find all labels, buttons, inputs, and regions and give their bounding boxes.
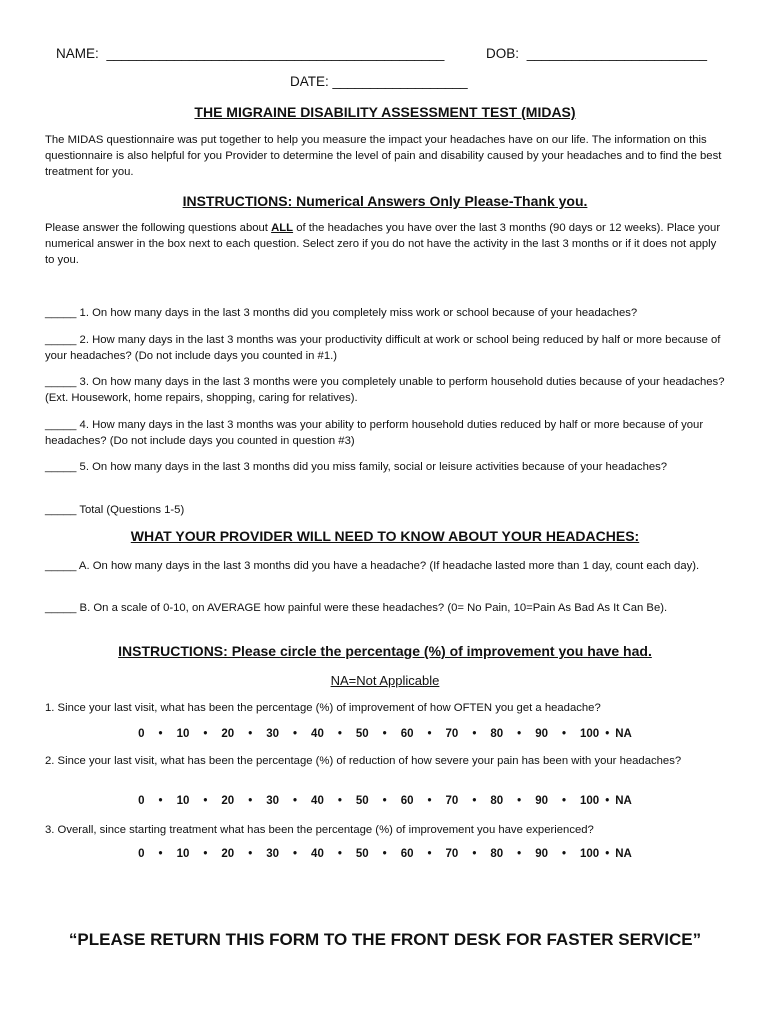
scale-separator: • <box>382 795 387 807</box>
scale-option-10[interactable]: 10 <box>176 728 190 740</box>
instructions-circle-heading: INSTRUCTIONS: Please circle the percentage (%) of improvement you have had. <box>118 643 652 659</box>
scale-option-70[interactable]: 70 <box>445 848 459 860</box>
date-row <box>290 74 468 89</box>
scale-option-100[interactable]: 100 <box>580 728 600 740</box>
scale-separator: • <box>158 728 163 740</box>
scale-option-40[interactable]: 40 <box>311 795 324 807</box>
scale-option-30[interactable]: 30 <box>266 728 280 740</box>
scale-option-na[interactable]: NA <box>615 795 632 807</box>
instructions-text-emphasis: ALL <box>271 222 294 234</box>
scale-option-0[interactable]: 0 <box>138 795 145 807</box>
scale-option-20[interactable]: 20 <box>221 728 235 740</box>
scale-option-50[interactable]: 50 <box>355 728 369 740</box>
scale-separator: • <box>561 728 567 740</box>
scale-separator: • <box>427 795 432 807</box>
improvement-scale-3 <box>0 848 770 860</box>
scale-separator: • <box>605 848 610 860</box>
return-form-notice: “PLEASE RETURN THIS FORM TO THE FRONT DESK FOR FASTER SERVICE” <box>68 930 702 949</box>
instructions-text-before: Please answer the following questions about <box>45 222 272 234</box>
scale-option-30[interactable]: 30 <box>266 848 280 860</box>
scale-option-100[interactable]: 100 <box>580 848 600 860</box>
scale-option-100[interactable]: 100 <box>580 795 600 807</box>
scale-separator: • <box>427 728 432 740</box>
provider-question-b[interactable]: _____ B. On a scale of 0-10, on AVERAGE how painful were these headaches? (0= No Pain, 10=Pain As Bad As It Can Be). <box>45 602 668 614</box>
scale-option-20[interactable]: 20 <box>221 848 235 860</box>
scale-separator: • <box>248 848 253 860</box>
scale-separator: • <box>203 728 208 740</box>
date-blank[interactable]: __________________ <box>332 74 468 89</box>
scale-separator: • <box>293 795 298 807</box>
scale-separator: • <box>605 728 610 740</box>
scale-option-20[interactable]: 20 <box>221 795 235 807</box>
intro-paragraph: The MIDAS questionnaire was put together to help you measure the impact your headaches have on our life. The information on this questionnaire is also helpful for you Provider to determine the level of pain and disability caused by your headaches and to find the best treatment for you. <box>45 134 722 178</box>
scale-separator: • <box>472 728 477 740</box>
scale-option-90[interactable]: 90 <box>535 848 548 860</box>
scale-separator: • <box>203 848 208 860</box>
scale-option-60[interactable]: 60 <box>400 728 414 740</box>
instructions-numerical-heading: INSTRUCTIONS: Numerical Answers Only Please-Thank you. <box>182 193 588 209</box>
improvement-scale-2 <box>0 795 770 807</box>
question-5[interactable]: _____ 5. On how many days in the last 3 months did you miss family, social or leisure activities because of your headaches? <box>45 461 668 473</box>
scale-separator: • <box>293 728 298 740</box>
improvement-question-3: 3. Overall, since starting treatment what has been the percentage (%) of improvement you have experienced? <box>45 824 594 836</box>
scale-option-10[interactable]: 10 <box>176 848 190 860</box>
dob-blank[interactable]: ________________________ <box>526 46 707 61</box>
scale-option-40[interactable]: 40 <box>311 728 324 740</box>
scale-option-90[interactable]: 90 <box>535 728 548 740</box>
scale-option-70[interactable]: 70 <box>445 728 459 740</box>
questions-total[interactable]: _____ Total (Questions 1-5) <box>45 504 185 516</box>
question-1[interactable]: _____ 1. On how many days in the last 3 months did you completely miss work or school because of your headaches? <box>45 307 638 319</box>
scale-separator: • <box>517 848 522 860</box>
na-note: NA=Not Applicable <box>330 673 440 688</box>
scale-separator: • <box>472 848 477 860</box>
scale-option-na[interactable]: NA <box>615 728 632 740</box>
scale-separator: • <box>293 848 298 860</box>
scale-option-80[interactable]: 80 <box>490 848 504 860</box>
question-2[interactable]: _____ 2. How many days in the last 3 months was your productivity difficult at work or school being reduced by half or more because of your headaches? (Do not include days you counted in #1.) <box>45 334 721 362</box>
scale-option-60[interactable]: 60 <box>400 795 414 807</box>
question-3[interactable]: _____ 3. On how many days in the last 3 months were you completely unable to perform household duties because of your headaches? (Ext. Housework, home repairs, shopping, caring for relatives). <box>45 376 725 404</box>
instructions-text-after: of the headaches you have over the last 3 months (90 days or 12 weeks). Place your numerical answer in the box next to each question. Select zero if you do not have the activity in the last 3 months or if it does not apply to you. <box>45 222 721 266</box>
dob-label: DOB: <box>486 46 520 61</box>
provider-question-a[interactable]: _____ A. On how many days in the last 3 months did you have a headache? (If headache lasted more than 1 day, count each day). <box>45 560 700 572</box>
scale-option-80[interactable]: 80 <box>490 795 504 807</box>
scale-option-40[interactable]: 40 <box>311 848 324 860</box>
improvement-question-2: 2. Since your last visit, what has been the percentage (%) of reduction of how severe your pain has been with your headaches? <box>45 755 682 767</box>
scale-option-80[interactable]: 80 <box>490 728 504 740</box>
name-dob-row <box>56 46 707 61</box>
provider-heading: WHAT YOUR PROVIDER WILL NEED TO KNOW ABOUT YOUR HEADACHES: <box>130 528 640 544</box>
scale-separator: • <box>203 795 208 807</box>
date-label: DATE: <box>290 74 329 89</box>
scale-separator: • <box>517 728 522 740</box>
scale-separator: • <box>605 795 610 807</box>
scale-option-0[interactable]: 0 <box>138 728 145 740</box>
name-label: NAME: <box>56 46 99 61</box>
scale-separator: • <box>337 848 342 860</box>
question-4[interactable]: _____ 4. How many days in the last 3 months was your ability to perform household duties reduced by half or more because of your headaches? (Do not include days you counted in question #3) <box>45 419 704 447</box>
scale-option-30[interactable]: 30 <box>266 795 280 807</box>
scale-separator: • <box>561 795 567 807</box>
scale-separator: • <box>472 795 477 807</box>
dob-group <box>486 46 707 61</box>
scale-separator: • <box>517 795 522 807</box>
scale-separator: • <box>561 848 567 860</box>
scale-option-60[interactable]: 60 <box>400 848 414 860</box>
scale-separator: • <box>382 848 387 860</box>
improvement-question-1: 1. Since your last visit, what has been the percentage (%) of improvement of how OFTEN you get a headache? <box>45 702 601 714</box>
scale-separator: • <box>337 728 342 740</box>
scale-separator: • <box>382 728 387 740</box>
scale-option-50[interactable]: 50 <box>355 795 369 807</box>
scale-separator: • <box>158 848 163 860</box>
scale-option-70[interactable]: 70 <box>445 795 459 807</box>
scale-option-10[interactable]: 10 <box>176 795 190 807</box>
instructions-numerical-text <box>45 220 725 268</box>
scale-separator: • <box>158 795 163 807</box>
scale-separator: • <box>248 728 253 740</box>
scale-option-50[interactable]: 50 <box>355 848 369 860</box>
scale-option-0[interactable]: 0 <box>138 848 145 860</box>
scale-separator: • <box>427 848 432 860</box>
form-title: THE MIGRAINE DISABILITY ASSESSMENT TEST (MIDAS) <box>194 104 576 120</box>
scale-option-na[interactable]: NA <box>615 848 632 860</box>
name-blank[interactable]: _____________________________________________ <box>106 46 445 61</box>
improvement-scale-1 <box>0 728 770 740</box>
scale-option-90[interactable]: 90 <box>535 795 548 807</box>
scale-separator: • <box>337 795 342 807</box>
scale-separator: • <box>248 795 253 807</box>
